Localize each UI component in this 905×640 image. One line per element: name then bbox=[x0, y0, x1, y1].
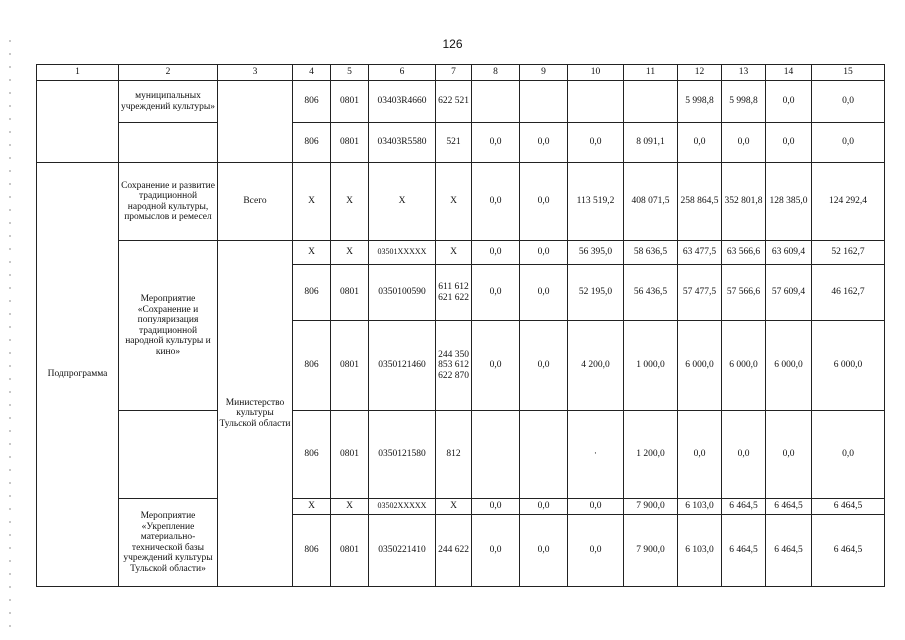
cell-value: 0,0 bbox=[472, 321, 520, 411]
cell-value: 0,0 bbox=[812, 81, 885, 123]
cell-value: 6 103,0 bbox=[678, 499, 722, 515]
cell-value: 0,0 bbox=[472, 265, 520, 321]
cell-empty bbox=[218, 81, 293, 163]
cell-value: 6 103,0 bbox=[678, 515, 722, 587]
cell-value: 352 801,8 bbox=[722, 163, 766, 241]
cell-target-code: 0350121580 bbox=[369, 411, 436, 499]
cell-value: 52 162,7 bbox=[812, 241, 885, 265]
header-cell: 8 bbox=[472, 65, 520, 81]
header-cell: 3 bbox=[218, 65, 293, 81]
cell-value: 0,0 bbox=[722, 411, 766, 499]
cell-grbs: X bbox=[293, 499, 331, 515]
cell-value: 63 566,6 bbox=[722, 241, 766, 265]
cell-value: 6 464,5 bbox=[722, 499, 766, 515]
cell-expense-type: X bbox=[436, 499, 472, 515]
cell-value: 6 000,0 bbox=[812, 321, 885, 411]
cell-value: 0,0 bbox=[678, 123, 722, 163]
cell-value: 0,0 bbox=[472, 499, 520, 515]
cell-value: 0,0 bbox=[520, 123, 568, 163]
cell-target-code: 03501XXXXX bbox=[369, 241, 436, 265]
cell-value: 0,0 bbox=[678, 411, 722, 499]
cell-target-code: 0350121460 bbox=[369, 321, 436, 411]
header-cell: 2 bbox=[119, 65, 218, 81]
cell-expense-type: 521 bbox=[436, 123, 472, 163]
cell-grbs: 806 bbox=[293, 123, 331, 163]
cell-value: 0,0 bbox=[568, 499, 624, 515]
table-row bbox=[37, 81, 885, 123]
cell-value: 56 395,0 bbox=[568, 241, 624, 265]
cell-value: 58 636,5 bbox=[624, 241, 678, 265]
cell-value: 0,0 bbox=[766, 411, 812, 499]
cell-value: 0,0 bbox=[472, 163, 520, 241]
cell-expense-type: 611 612 621 622 bbox=[436, 265, 472, 321]
cell-section: 0801 bbox=[331, 515, 369, 587]
cell-value: 128 385,0 bbox=[766, 163, 812, 241]
cell-value: 0,0 bbox=[722, 123, 766, 163]
activity-name-cell: Мероприятие «Сохранение и популяризация традиционной народной культуры и кино» bbox=[119, 241, 218, 411]
cell-expense-type: X bbox=[436, 163, 472, 241]
cell-section: 0801 bbox=[331, 321, 369, 411]
header-cell: 5 bbox=[331, 65, 369, 81]
cell-value: 0,0 bbox=[812, 411, 885, 499]
cell-grbs: 806 bbox=[293, 515, 331, 587]
cell-value: 1 200,0 bbox=[624, 411, 678, 499]
cell-value: 0,0 bbox=[812, 123, 885, 163]
cell-value: 0,0 bbox=[568, 123, 624, 163]
cell-value bbox=[568, 81, 624, 123]
header-cell: 6 bbox=[369, 65, 436, 81]
header-cell: 9 bbox=[520, 65, 568, 81]
cell-target-code: 0350100590 bbox=[369, 265, 436, 321]
cell-grbs: X bbox=[293, 241, 331, 265]
header-cell: 14 bbox=[766, 65, 812, 81]
header-cell: 4 bbox=[293, 65, 331, 81]
cell-value: 5 998,8 bbox=[678, 81, 722, 123]
cell-grbs: 806 bbox=[293, 321, 331, 411]
header-row bbox=[37, 65, 885, 81]
header-cell: 7 bbox=[436, 65, 472, 81]
cell-value: 0,0 bbox=[520, 163, 568, 241]
cell-value bbox=[472, 411, 520, 499]
total-label-cell: Всего bbox=[218, 163, 293, 241]
cell-value: 258 864,5 bbox=[678, 163, 722, 241]
cell-value: 0,0 bbox=[520, 241, 568, 265]
cell-section: 0801 bbox=[331, 411, 369, 499]
cell-expense-type: 812 bbox=[436, 411, 472, 499]
header-cell: 12 bbox=[678, 65, 722, 81]
cell-value: 4 200,0 bbox=[568, 321, 624, 411]
table-row bbox=[37, 241, 885, 265]
cell-value bbox=[520, 411, 568, 499]
cell-value: 0,0 bbox=[766, 123, 812, 163]
cell-section: 0801 bbox=[331, 81, 369, 123]
cell-value: 0,0 bbox=[472, 515, 520, 587]
cell-value: 1 000,0 bbox=[624, 321, 678, 411]
program-name-cell: муниципальных учреждений культуры» bbox=[119, 81, 218, 123]
cell-expense-type: 622 521 bbox=[436, 81, 472, 123]
cell-value: 46 162,7 bbox=[812, 265, 885, 321]
subprogram-label-cell: Подпрограмма bbox=[37, 163, 119, 587]
cell-section: X bbox=[331, 499, 369, 515]
cell-value: 6 464,5 bbox=[722, 515, 766, 587]
cell-value: 6 464,5 bbox=[766, 515, 812, 587]
cell-target-code: 03403R4660 bbox=[369, 81, 436, 123]
cell-target-code: 03403R5580 bbox=[369, 123, 436, 163]
cell-value: 52 195,0 bbox=[568, 265, 624, 321]
cell-grbs: 806 bbox=[293, 81, 331, 123]
cell-value: 408 071,5 bbox=[624, 163, 678, 241]
cell-empty bbox=[37, 81, 119, 163]
cell-value: 57 477,5 bbox=[678, 265, 722, 321]
header-cell: 11 bbox=[624, 65, 678, 81]
cell-value bbox=[472, 81, 520, 123]
cell-value: 5 998,8 bbox=[722, 81, 766, 123]
cell-value: 6 464,5 bbox=[766, 499, 812, 515]
cell-expense-type: 244 350 853 612 622 870 bbox=[436, 321, 472, 411]
cell-value: 63 609,4 bbox=[766, 241, 812, 265]
cell-grbs: 806 bbox=[293, 265, 331, 321]
cell-value: 0,0 bbox=[568, 515, 624, 587]
page-number: 126 bbox=[442, 37, 463, 51]
cell-value: 0,0 bbox=[520, 515, 568, 587]
cell-target-code: X bbox=[369, 163, 436, 241]
header-cell: 15 bbox=[812, 65, 885, 81]
cell-value: 0,0 bbox=[520, 321, 568, 411]
cell-value: 7 900,0 bbox=[624, 515, 678, 587]
cell-value: 6 464,5 bbox=[812, 499, 885, 515]
cell-value: 57 566,6 bbox=[722, 265, 766, 321]
cell-section: X bbox=[331, 163, 369, 241]
cell-value: 0,0 bbox=[766, 81, 812, 123]
binding-marks bbox=[9, 40, 11, 630]
cell-value: 0,0 bbox=[520, 499, 568, 515]
cell-grbs: 806 bbox=[293, 411, 331, 499]
cell-section: 0801 bbox=[331, 265, 369, 321]
cell-value: 63 477,5 bbox=[678, 241, 722, 265]
subprogram-name-cell: Сохранение и развитие традиционной народной культуры, промыслов и ремесел bbox=[119, 163, 218, 241]
cell-value: 6 000,0 bbox=[722, 321, 766, 411]
cell-value: 57 609,4 bbox=[766, 265, 812, 321]
cell-section: X bbox=[331, 241, 369, 265]
cell-expense-type: X bbox=[436, 241, 472, 265]
cell-target-code: 0350221410 bbox=[369, 515, 436, 587]
table-row bbox=[37, 163, 885, 241]
header-cell: 1 bbox=[37, 65, 119, 81]
cell-value bbox=[520, 81, 568, 123]
cell-value: 113 519,2 bbox=[568, 163, 624, 241]
cell-empty bbox=[119, 411, 218, 499]
cell-value: 0,0 bbox=[520, 265, 568, 321]
table-row bbox=[37, 123, 885, 163]
cell-expense-type: 244 622 bbox=[436, 515, 472, 587]
cell-value: · bbox=[568, 411, 624, 499]
budget-table bbox=[36, 64, 885, 587]
cell-value: 124 292,4 bbox=[812, 163, 885, 241]
cell-value bbox=[624, 81, 678, 123]
cell-empty bbox=[119, 123, 218, 163]
cell-value: 6 000,0 bbox=[678, 321, 722, 411]
cell-value: 0,0 bbox=[472, 123, 520, 163]
activity-name-cell: Мероприятие «Укрепление материально- технической базы учреждений культуры Тульской области» bbox=[119, 499, 218, 587]
ministry-cell: Министерство культуры Тульской области bbox=[218, 241, 293, 587]
cell-target-code: 03502XXXXX bbox=[369, 499, 436, 515]
cell-grbs: X bbox=[293, 163, 331, 241]
cell-value: 8 091,1 bbox=[624, 123, 678, 163]
header-cell: 10 bbox=[568, 65, 624, 81]
table-row bbox=[37, 411, 885, 499]
cell-section: 0801 bbox=[331, 123, 369, 163]
table-row bbox=[37, 499, 885, 515]
cell-value: 7 900,0 bbox=[624, 499, 678, 515]
header-cell: 13 bbox=[722, 65, 766, 81]
cell-value: 56 436,5 bbox=[624, 265, 678, 321]
cell-value: 6 464,5 bbox=[812, 515, 885, 587]
cell-value: 6 000,0 bbox=[766, 321, 812, 411]
cell-value: 0,0 bbox=[472, 241, 520, 265]
